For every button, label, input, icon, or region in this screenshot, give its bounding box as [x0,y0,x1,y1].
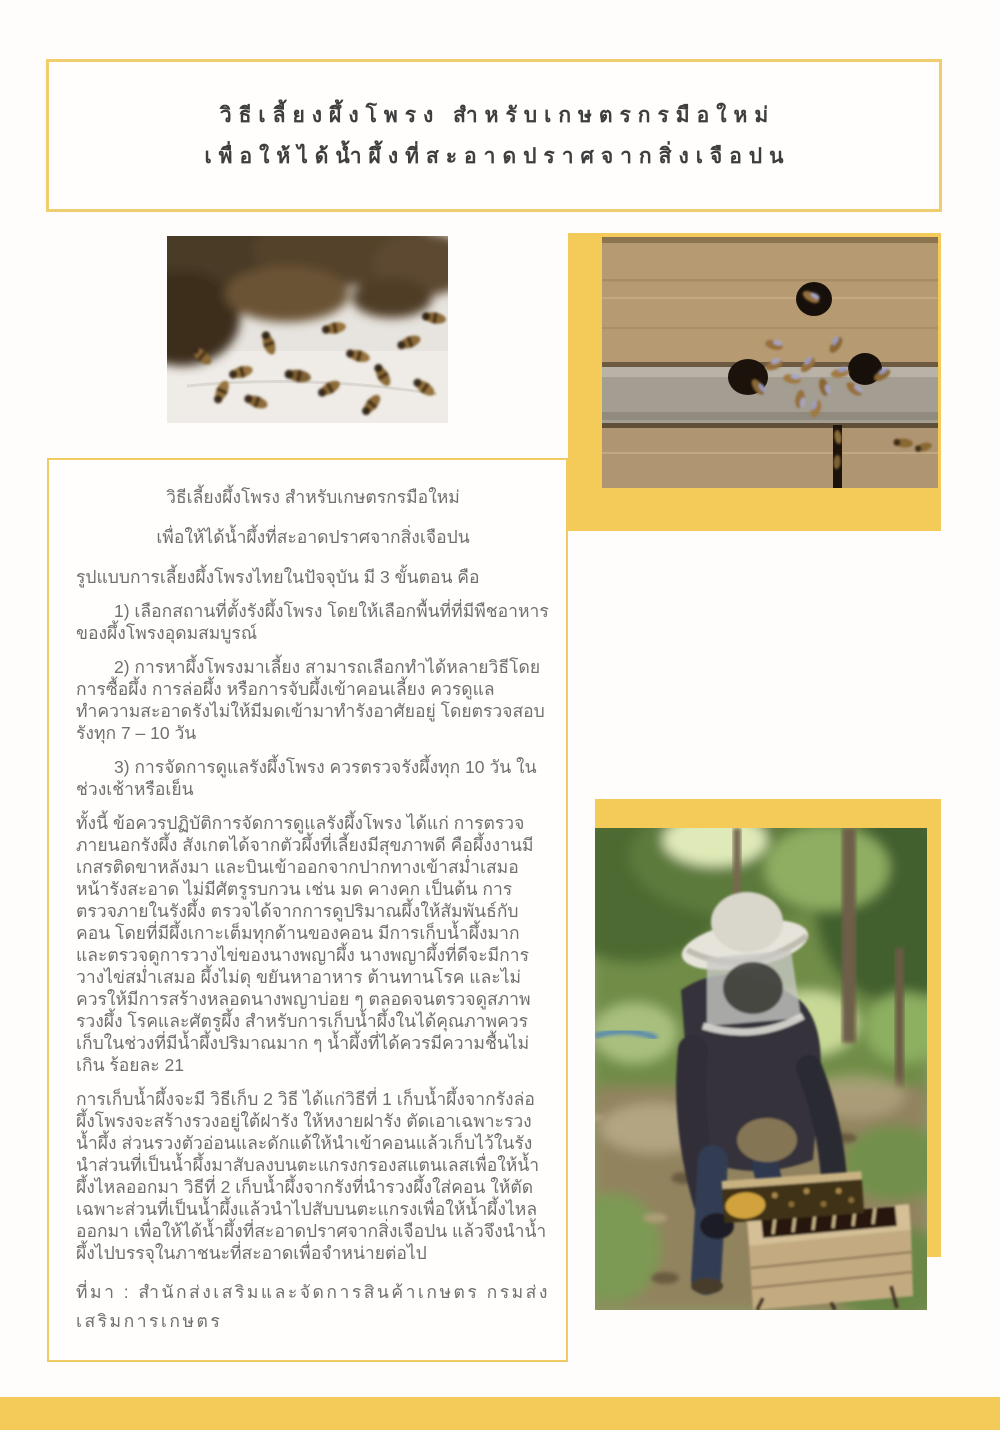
article-paragraph-care: ทั้งนี้ ข้อควรปฏิบัติการจัดการดูแลรังผึ้งโพรง ได้แก่ การตรวจภายนอกรังผึ้ง สังเกตได้จากตัวผึ้งที่เลี้ยงมีสุขภาพดี คือผึ้งงานมีเกสรติดขาหลังมา และบินเข้าออกจากปากทางเข้าสม่ำเสมอ หน้ารังสะอาด ไม่มีศัตรูรบกวน เช่น มด คางคก เป็นต้น การตรวจภายในรังผึ้ง ตรวจได้จากการดูปริมาณผึ้งให้สัมพันธ์กับคอน โดยที่มีผึ้งเกาะเต็มทุกด้านของคอน มีการเก็บน้ำผึ้งมาก และตรวจดูการวางไข่ของนางพญาผึ้ง นางพญาผึ้งที่ดีจะมีการวางไข่สม่ำเสมอ ผึ้งไม่ดุ ขยันหาอาหาร ต้านทานโรค และไม่ควรให้มีการสร้างหลอดนางพญาบ่อย ๆ ตลอดจนตรวจดูสภาพรวงผึ้ง โรคและศัตรูผึ้ง สำหรับการเก็บน้ำผึ้งในได้คุณภาพควรเก็บในช่วงที่มีน้ำผึ้งปริมาณมาก ๆ น้ำผึ้งที่ได้ควรมีความชื้นไม่เกิน ร้อยละ 21 [76,813,534,1075]
hive-entrance-photo [602,237,938,488]
article-heading-line1: วิธีเลี้ยงผึ้งโพรง สำหรับเกษตรกรมือใหม่ [166,487,460,507]
flyer-title-line2: เพื่อให้ได้น้ำผึ้งที่สะอาดปราศจากสิ่งเจือปน [204,144,791,168]
bee-swarm-photo [167,236,448,423]
flyer-title-line1: วิธีเลี้ยงผึ้งโพรง สำหรับเกษตรกรมือใหม่ [219,103,776,127]
article-heading-line2: เพื่อให้ได้น้ำผึ้งที่สะอาดปราศจากสิ่งเจือปน [156,527,470,547]
bottom-accent-bar [0,1397,1000,1430]
article-step-2: 2) การหาผึ้งโพรงมาเลี้ยง สามารถเลือกทำได้หลายวิธีโดยการซื้อผึ้ง การล่อผึ้ง หรือการจับผึ้งเข้าคอนเลี้ยง ควรดูแลทำความสะอาดรังไม่ให้มีมดเข้ามาทำรังอาศัยอยู่ โดยตรวจสอบรังทุก 7 – 10 วัน [76,657,545,743]
article-step-1: 1) เลือกสถานที่ตั้งรังผึ้งโพรง โดยให้เลือกพื้นที่ที่มีพืชอาหารของผึ้งโพรงอุดมสมบูรณ์ [76,601,549,643]
article-paragraph-harvest: การเก็บน้ำผึ้งจะมี วิธีเก็บ 2 วิธี ได้แก่วิธีที่ 1 เก็บน้ำผึ้งจากรังล่อผึ้งโพรงจะสร้างรวงอยู่ใต้ฝารัง ให้หงายฝารัง ตัดเอาเฉพาะรวงน้ำผึ้ง ส่วนรวงตัวอ่อนและดักแด้ให้นำเข้าคอนแล้วเก็บไว้ในรัง นำส่วนที่เป็นน้ำผึ้งมาสับลงบนตะแกรงกรองสแตนเลสเพื่อให้น้ำผึ้งไหลออกมา วิธีที่ 2 เก็บน้ำผึ้งจากรังที่นำรวงผึ้งใส่คอน ให้ตัดเฉพาะส่วนที่เป็นน้ำผึ้งแล้วนำไปสับบนตะแกรงเพื่อให้น้ำผึ้งไหลออกมา เพื่อให้ได้น้ำผึ้งที่สะอาดปราศจากสิ่งเจือปน แล้วจึงนำน้ำผึ้งไปบรรจุในภาชนะที่สะอาดเพื่อจำหน่ายต่อไป [76,1089,547,1263]
article-box [47,458,568,1362]
beekeeper-hive-photo [595,828,927,1310]
article-intro: รูปแบบการเลี้ยงผึ้งโพรงไทยในปัจจุบัน มี 3 ขั้นตอน คือ [76,567,480,587]
article-source: ที่มา : สำนักส่งเสริมและจัดการสินค้าเกษตร กรมส่งเสริมการเกษตร [76,1282,550,1331]
article-step-3: 3) การจัดการดูแลรังผึ้งโพรง ควรตรวจรังผึ้งทุก 10 วัน ในช่วงเช้าหรือเย็น [76,757,537,799]
title-box [46,59,942,212]
